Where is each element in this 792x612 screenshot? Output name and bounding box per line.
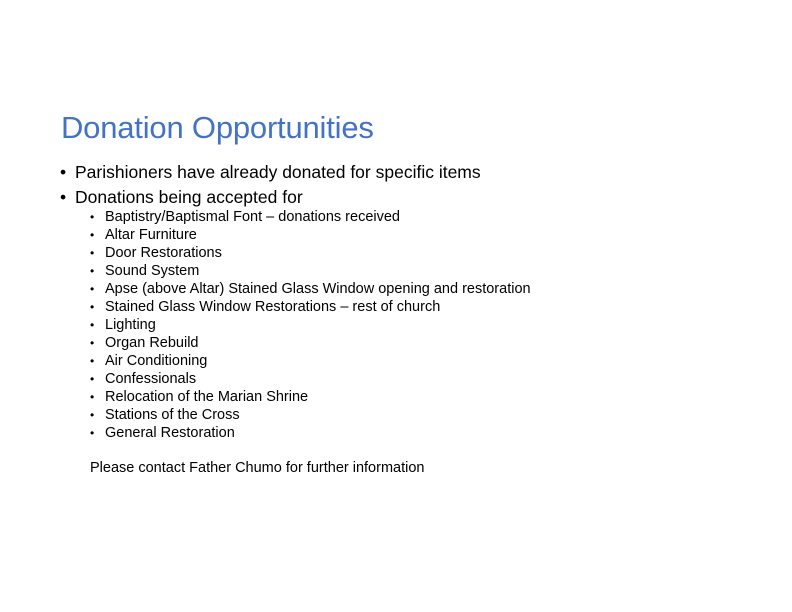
- bullet-icon: •: [90, 408, 95, 422]
- bullet-icon: •: [90, 372, 95, 386]
- list-item-text: Relocation of the Marian Shrine: [105, 389, 309, 405]
- bullet-icon: •: [90, 426, 95, 440]
- bullet-icon: •: [90, 282, 95, 296]
- list-item-text: Stained Glass Window Restorations – rest of church: [105, 299, 441, 315]
- slide-title: Donation Opportunities: [61, 110, 374, 145]
- bullet-icon: •: [90, 300, 95, 314]
- bullet-text: Donations being accepted for: [75, 187, 303, 207]
- bullet-icon: •: [90, 210, 95, 224]
- bullet-icon: •: [60, 162, 67, 182]
- bullet-icon: •: [90, 354, 95, 368]
- list-item-text: Confessionals: [105, 371, 197, 387]
- bullet-icon: •: [90, 390, 95, 404]
- bullet-icon: •: [90, 246, 95, 260]
- list-item-text: Apse (above Altar) Stained Glass Window opening and restoration: [105, 281, 531, 297]
- list-item-text: General Restoration: [105, 425, 235, 441]
- list-item-text: Sound System: [105, 263, 200, 279]
- list-item-text: Air Conditioning: [105, 353, 208, 369]
- list-item-text: Organ Rebuild: [105, 335, 199, 351]
- list-item-text: Stations of the Cross: [105, 407, 240, 423]
- list-item-text: Altar Furniture: [105, 227, 197, 243]
- list-item-text: Door Restorations: [105, 245, 222, 261]
- bullet-icon: •: [60, 187, 67, 207]
- contact-note: Please contact Father Chumo for further information: [90, 460, 425, 476]
- list-item-text: Lighting: [105, 317, 156, 333]
- bullet-icon: •: [90, 264, 95, 278]
- bullet-icon: •: [90, 318, 95, 332]
- list-item-text: Baptistry/Baptismal Font – donations received: [105, 209, 400, 225]
- bullet-text: Parishioners have already donated for specific items: [75, 162, 481, 182]
- bullet-icon: •: [90, 228, 95, 242]
- bullet-icon: •: [90, 336, 95, 350]
